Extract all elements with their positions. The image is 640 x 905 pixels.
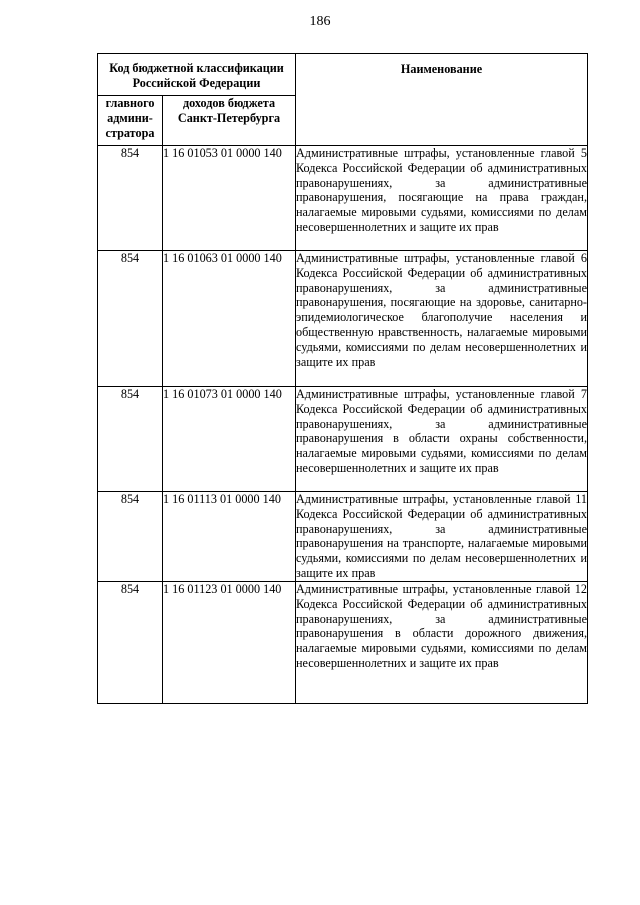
table-row [98,251,588,387]
row-name: Административные штрафы, установленные главой 12 Кодекса Российской Федерации об административных правонарушениях, за административные правонарушения в области дорожного движения, налагаемые мировыми судьями, комиссиями по делам несовершеннолетних и защите их прав [296,582,588,704]
row-income-code: 1 16 01123 01 0000 140 [163,582,296,704]
table-row [98,582,588,704]
table-row [98,387,588,492]
row-name: Административные штрафы, установленные главой 11 Кодекса Российской Федерации об административных правонарушениях, за административные правонарушения на транспорте, налагаемые мировыми судьями, комиссиями по делам несовершеннолетних и защите их прав [296,492,587,580]
budget-classification-table [97,53,588,704]
row-income-code: 1 16 01113 01 0000 140 [163,492,296,582]
page-number: 186 [309,14,331,29]
table-row [98,492,588,582]
row-income-code: 1 16 01063 01 0000 140 [163,251,296,387]
row-admin-code: 854 [98,582,163,704]
row-name: Административные штрафы, установленные главой 6 Кодекса Российской Федерации об административных правонарушениях, за административные правонарушения, посягающие на здоровье, санитарно-эпидемиологическое благополучие населения и общественную нравственность, налагаемые мировыми судьями, комиссиями по делам несовершеннолетних и защите их прав [296,251,588,387]
row-name: Административные штрафы, установленные главой 7 Кодекса Российской Федерации об административных правонарушениях, за административные правонарушения в области охраны собственности, налагаемые мировыми судьями, комиссиями по делам несовершеннолетних и защите их прав [296,387,588,492]
row-admin-code: 854 [98,146,163,251]
row-income-code: 1 16 01053 01 0000 140 [163,146,296,251]
row-admin-code: 854 [98,492,163,582]
table-row [98,146,588,251]
header-income-code: доходов бюджета Санкт-Петербурга [163,96,296,146]
row-admin-code: 854 [98,251,163,387]
row-income-code: 1 16 01073 01 0000 140 [163,387,296,492]
row-name: Административные штрафы, установленные главой 5 Кодекса Российской Федерации об административных правонарушениях, за административные правонарушения, посягающие на права граждан, налагаемые мировыми судьями, комиссиями по делам несовершеннолетних и защите их прав [296,146,588,251]
row-admin-code: 854 [98,387,163,492]
header-main-administrator: главного админи-стратора [98,96,163,146]
table-header-row [98,54,588,96]
header-budget-code-group: Код бюджетной классификации Российской Федерации [98,54,296,96]
header-name: Наименование [296,54,588,146]
